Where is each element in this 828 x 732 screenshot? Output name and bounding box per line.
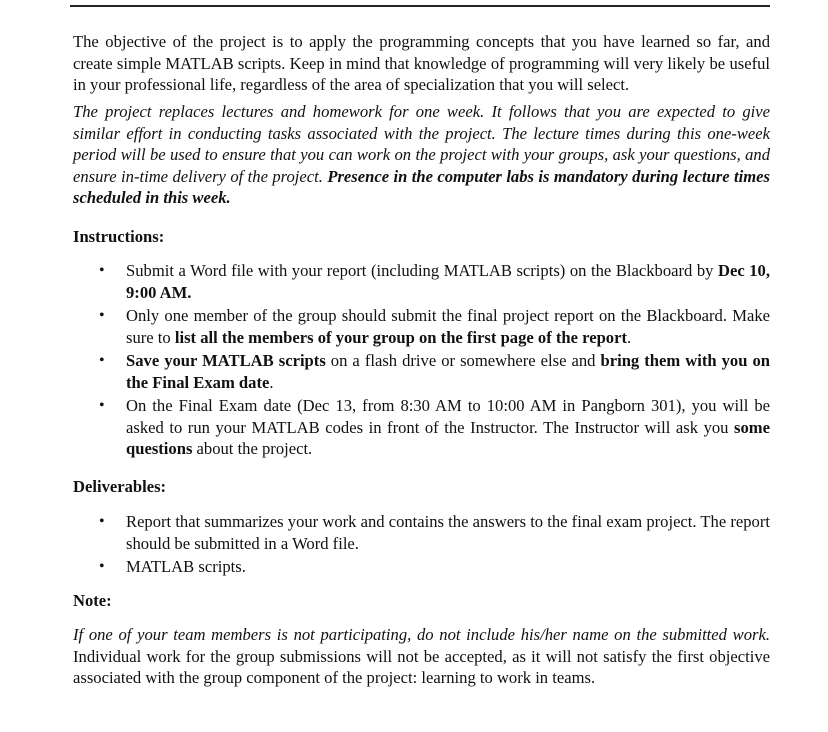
list-item: • Only one member of the group should submit the final project report on the Blackboard. Make sure to list all the members of your group on the first page of the report. (99, 306, 770, 347)
top-rule (70, 5, 770, 7)
bullet-icon: • (99, 262, 105, 279)
effort-paragraph: The project replaces lectures and homework for one week. It follows that you are expected to give similar effort in conducting tasks associated with the project. The lecture times during this one-week period will be used to ensure that you can work on the project with your groups, ask your questions, and ensure in-time delivery of the project. Presence in the computer labs is mandatory during lecture times scheduled in this week. (73, 102, 770, 207)
deliverables-heading: Deliverables: (73, 477, 167, 496)
deliverables-list (99, 511, 770, 580)
list-item: • MATLAB scripts. (99, 557, 246, 576)
bullet-icon: • (99, 307, 105, 324)
bullet-icon: • (99, 558, 105, 575)
note-paragraph: If one of your team members is not participating, do not include his/her name on the submitted work. Individual work for the group submissions will not be accepted, as it will not satisfy the first objective associated with the group component of the project: learning to work in teams. (73, 625, 770, 687)
bullet-icon: • (99, 397, 105, 414)
instructions-list (99, 260, 771, 462)
note-heading: Note: (73, 591, 112, 610)
list-item: • Submit a Word file with your report (including MATLAB scripts) on the Blackboard by Dec 10, 9:00 AM. (99, 261, 771, 302)
mandatory-presence-text: Presence in the computer labs is mandatory during lecture times scheduled in this week. (73, 166, 770, 207)
list-item: • On the Final Exam date (Dec 13, from 8:30 AM to 10:00 AM in Pangborn 301), you will be asked to run your MATLAB codes in front of the Instructor. The Instructor will ask you some questions about the project. (99, 396, 770, 458)
bullet-icon: • (99, 352, 105, 369)
list-item: • Save your MATLAB scripts on a flash drive or somewhere else and bring them with you on the Final Exam date. (99, 351, 770, 392)
instructions-heading: Instructions: (73, 227, 165, 246)
bullet-icon: • (99, 513, 105, 530)
intro-paragraph: The objective of the project is to apply the programming concepts that you have learned so far, and create simple MATLAB scripts. Keep in mind that knowledge of programming will very likely be useful in your professional life, regardless of the area of specialization that you will select. (73, 32, 770, 94)
list-item: • Report that summarizes your work and contains the answers to the final exam project. The report should be submitted in a Word file. (99, 512, 770, 553)
